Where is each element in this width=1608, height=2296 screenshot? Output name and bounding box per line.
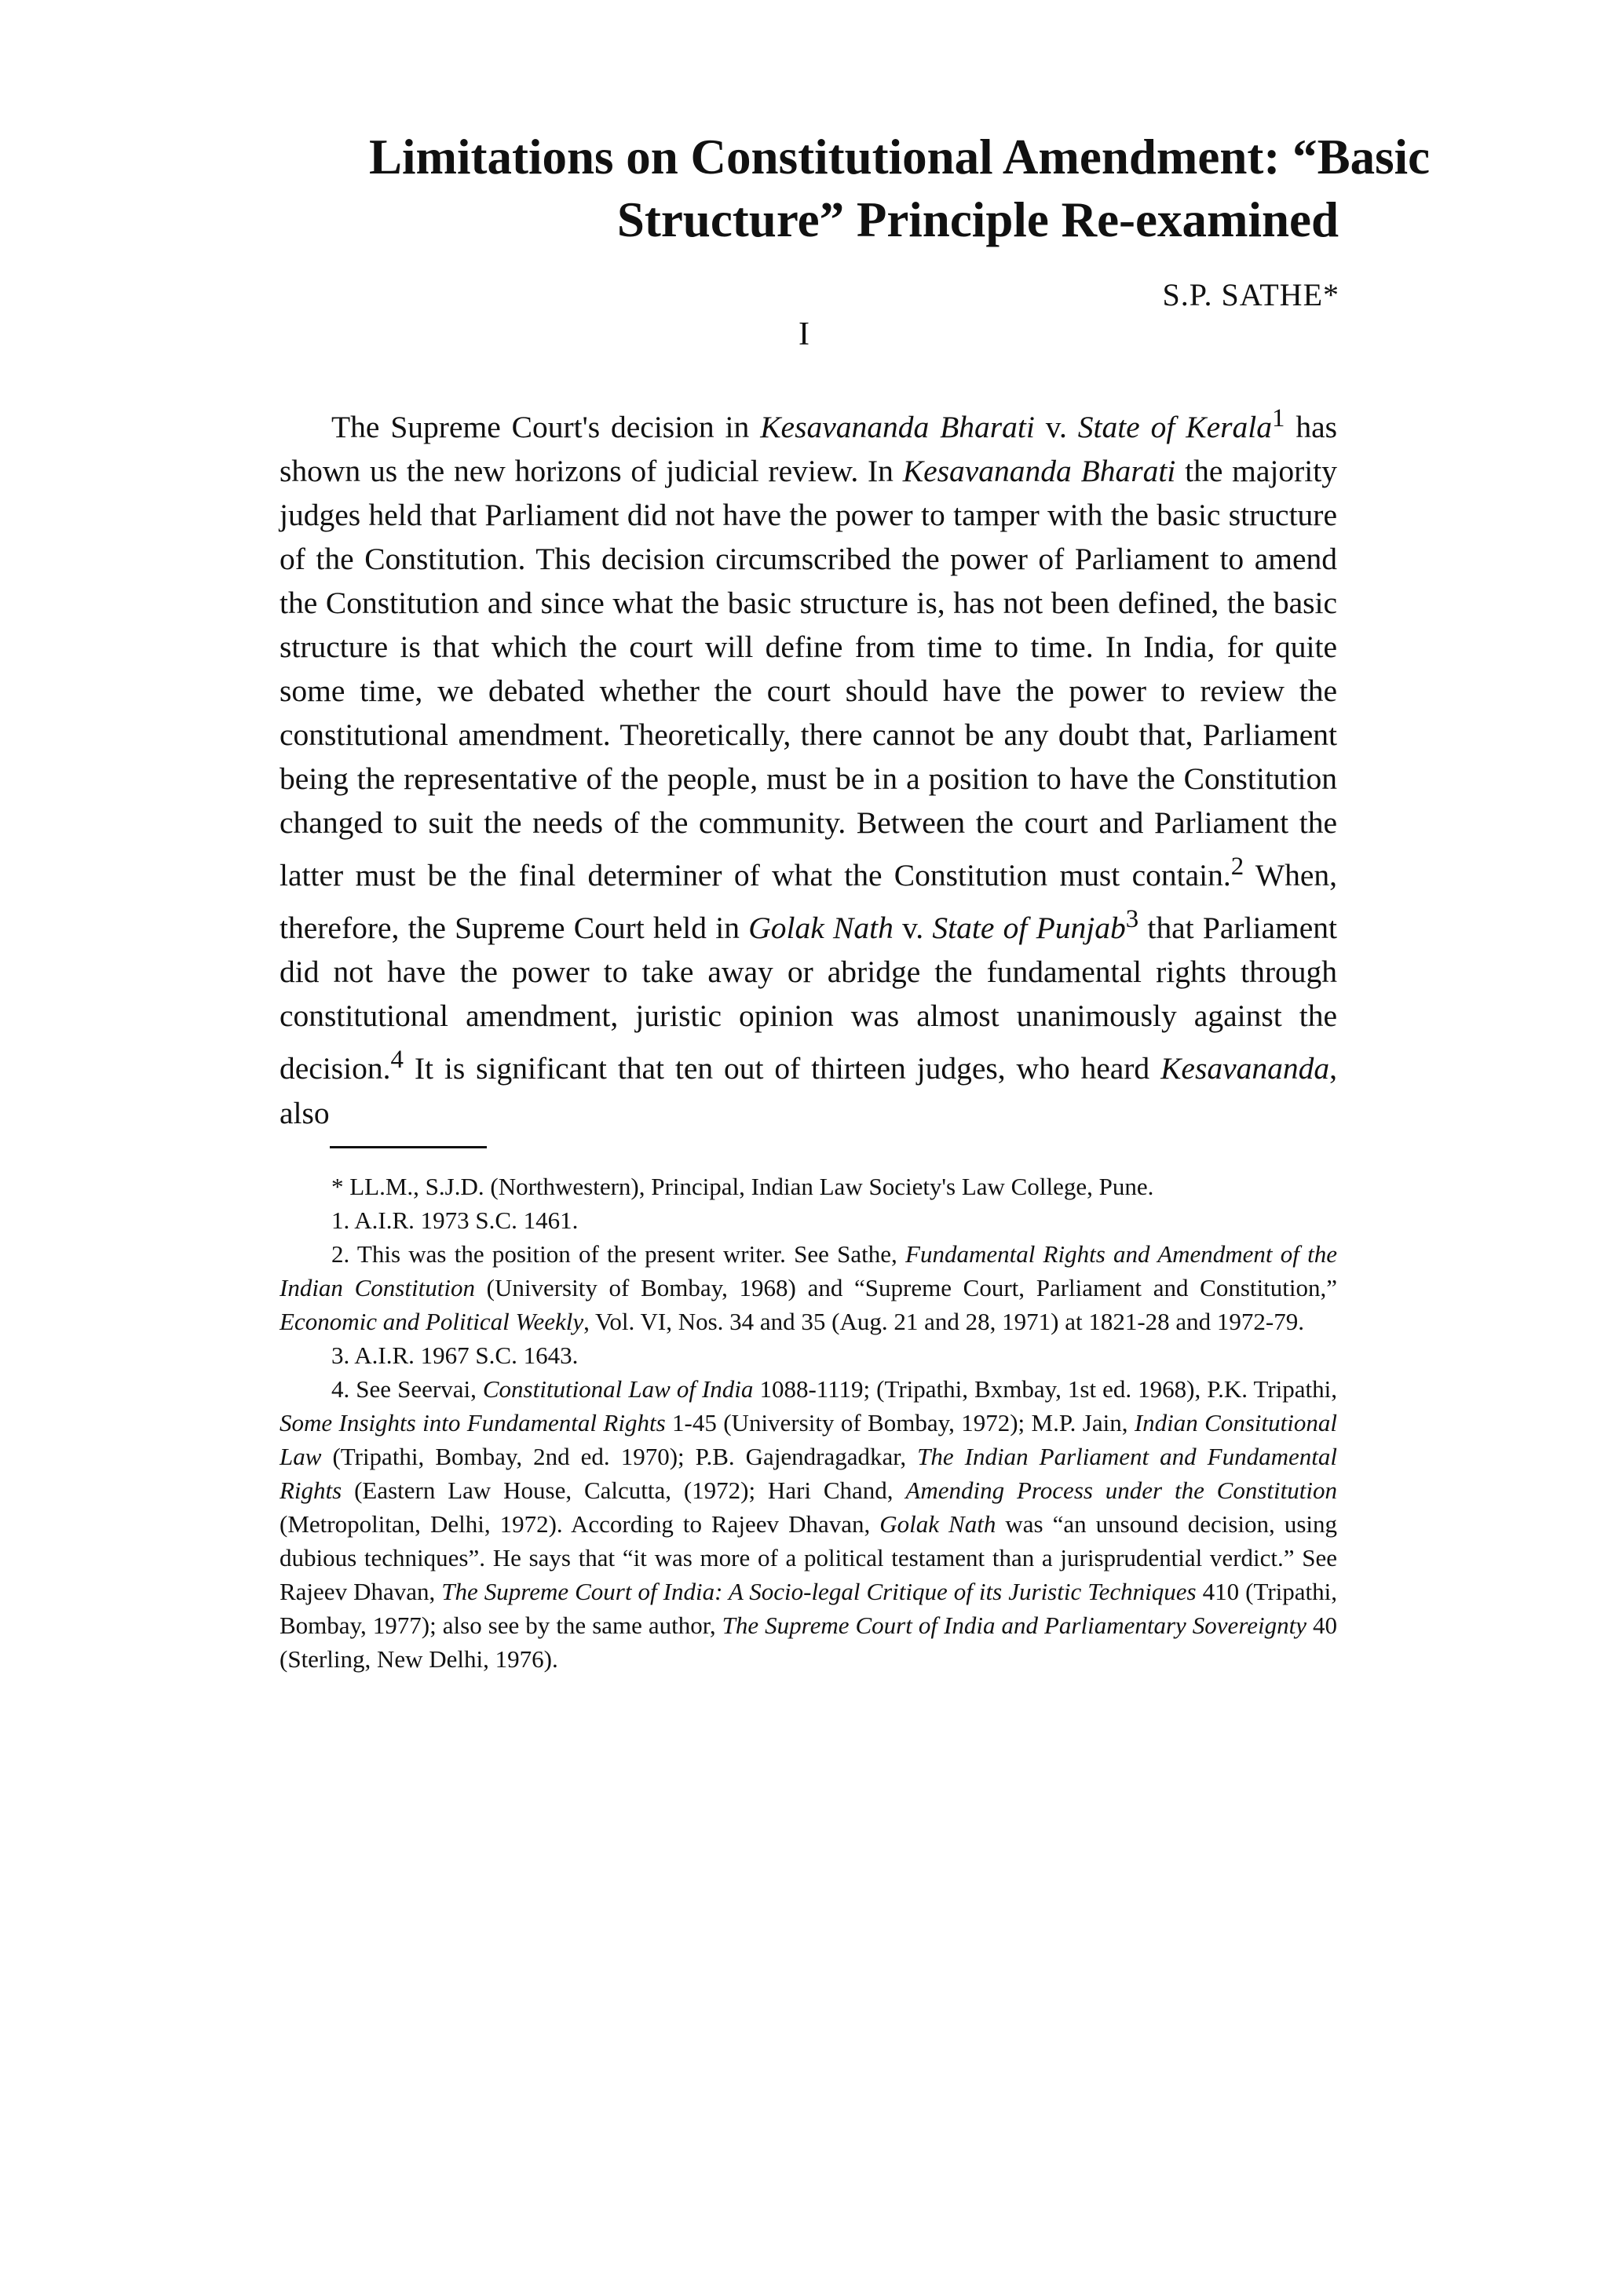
footnote-ref: 4 (390, 1046, 404, 1075)
citation-title: The Indian Parliament and Fundamental Rights (280, 1443, 1337, 1504)
footnotes (280, 1170, 1337, 1676)
citation-title: Indian Consitutional Law (280, 1409, 1337, 1470)
case-name: Kesavananda Bharati (760, 410, 1035, 445)
citation-title: Amending Process under the Constitution (905, 1477, 1337, 1504)
footnote-text: , Vol. VI, Nos. 34 and 35 (Aug. 21 and 28, 1971) at 1821-28 and 1972-79. (583, 1308, 1304, 1335)
footnote-text: 2. This was the position of the present writer. See Sathe, (331, 1240, 906, 1268)
footnote-text: was “an unsound decision, using dubious techniques”. He says that “it was more of a political testament than a jurisprudential verdict.” See Rajeev Dhavan, (280, 1510, 1337, 1605)
footnote-text: 1-45 (University of Bombay, 1972); M.P. Jain, (665, 1409, 1135, 1436)
body-text (280, 396, 1337, 1135)
footnote-3: 3. A.I.R. 1967 S.C. 1643. (331, 1341, 579, 1369)
body-text-run: v. (893, 911, 933, 946)
citation-title: Fundamental Rights and Amendment of the Indian Constitution (280, 1240, 1337, 1301)
footnote-text: (Metropolitan, Delhi, 1972). According to Rajeev Dhavan, (280, 1510, 880, 1538)
section-number: I (799, 316, 809, 352)
case-name: State of Kerala (1077, 410, 1272, 445)
footnote-text: (Eastern Law House, Calcutta, (1972); Hari Chand, (342, 1477, 906, 1504)
body-paragraph (280, 396, 1337, 1135)
case-name: State of Punjab (932, 911, 1126, 946)
case-name: Golak Nath (748, 911, 894, 946)
citation-title: Economic and Political Weekly (280, 1308, 584, 1335)
body-text-run: When, therefore, the Supreme Court held in (280, 858, 1338, 946)
footnote-text: 1088-1119; (Tripathi, Bxmbay, 1st ed. 1968), P.K. Tripathi, (753, 1375, 1338, 1403)
body-text-run: The Supreme Court's decision in (331, 410, 761, 445)
author-name: S.P. SATHE* (1162, 277, 1339, 312)
citation-title: Some Insights into Fundamental Rights (280, 1409, 666, 1436)
citation-title: Constitutional Law of India (482, 1375, 754, 1403)
body-text-run: has shown us the new horizons of judicial review. In (280, 410, 1338, 489)
footnote-ref: 1 (1271, 404, 1285, 433)
footnote-2 (280, 1237, 1337, 1338)
article-title-line-2: Structure” Principle Re-examined (616, 192, 1339, 247)
citation-title: The Supreme Court of India and Parliamentary Sovereignty (722, 1612, 1306, 1639)
case-name: Kesavananda (1160, 1051, 1330, 1086)
footnote-ref: 3 (1125, 905, 1139, 934)
footnote-author: * LL.M., S.J.D. (Northwestern), Principal, Indian Law Society's Law College, Pune. (331, 1173, 1154, 1200)
article-title-line-1: Limitations on Constitutional Amendment: “Basic (369, 130, 1431, 184)
body-text-run: v. (1034, 410, 1078, 445)
footnote-4 (280, 1372, 1337, 1676)
footnote-text: 410 (Tripathi, Bombay, 1977); also see by the same author, (280, 1578, 1337, 1639)
footnote-1: 1. A.I.R. 1973 S.C. 1461. (331, 1206, 579, 1234)
footnote-text: 40 (Sterling, New Delhi, 1976). (280, 1612, 1338, 1673)
body-text-run: that Parliament did not have the power to take away or abridge the fundamental rights through constitutional amendment, juristic opinion was almost unanimously against the decision. (280, 911, 1338, 1086)
article-title (369, 126, 1431, 251)
footnote-text: 4. See Seervai, (331, 1375, 483, 1403)
case-name: Golak Nath (879, 1510, 996, 1538)
body-text-run: , also (280, 1051, 1337, 1130)
footnote-ref: 2 (1230, 852, 1244, 882)
footnote-text: (University of Bombay, 1968) and “Supreme Court, Parliament and Constitution,” (474, 1274, 1337, 1301)
footnote-text: (Tripathi, Bombay, 2nd ed. 1970); P.B. Gajendragadkar, (321, 1443, 918, 1470)
footnote-divider (330, 1146, 487, 1148)
citation-title: The Supreme Court of India: A Socio-legal Critique of its Juristic Techniques (441, 1578, 1197, 1605)
body-text-run: the majority judges held that Parliament did not have the power to tamper with the basic structure of the Constitution. This decision circumscribed the power of Parliament to amend the Constitution and since what the basic structure is, has not been defined, the basic structure is that which the court will define from time to time. In India, for quite some time, we debated whether the court should have the power to review the constitutional amendment. Theoretically, there cannot be any doubt that, Parliament being the representative of the people, must be in a position to have the Constitution changed to suit the needs of the community. Between the court and Parliament the latter must be the final determiner of what the Constitution must contain. (280, 454, 1337, 893)
case-name: Kesavananda Bharati (902, 454, 1176, 489)
body-text-run: It is significant that ten out of thirteen judges, who heard (403, 1051, 1161, 1086)
